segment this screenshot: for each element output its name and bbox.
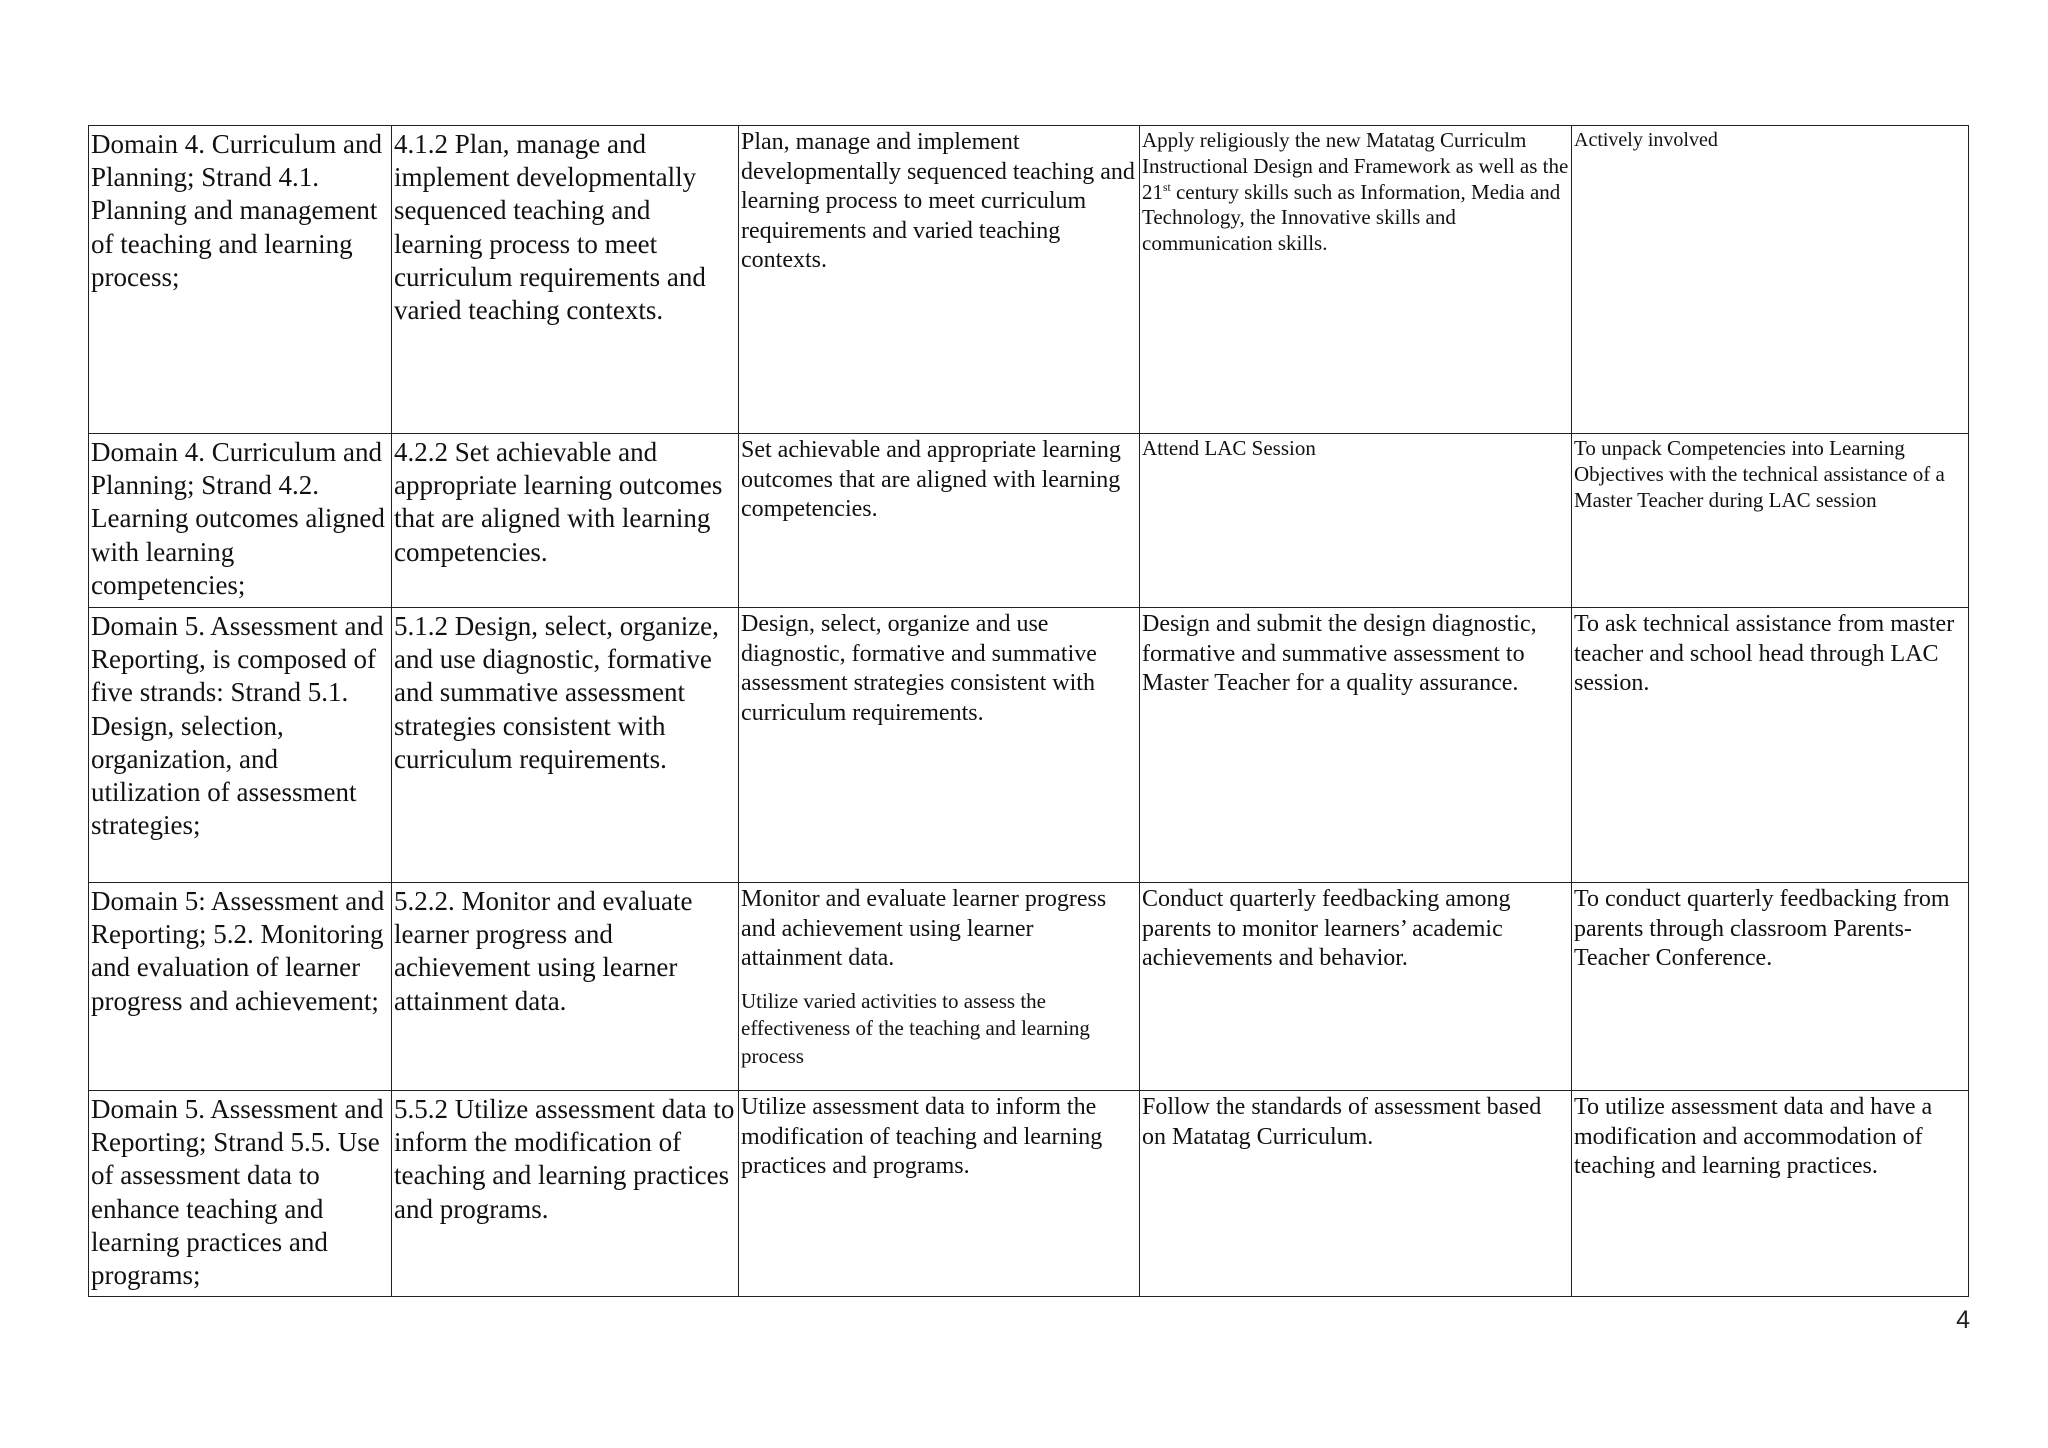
activity-cell: Design and submit the design diagnostic, formative and summative assessment to Master Teacher for a quality assurance.: [1140, 608, 1572, 883]
objective-cell: [739, 883, 1140, 1091]
table-row: [89, 1091, 1969, 1297]
activity-cell: Follow the standards of assessment based on Matatag Curriculum.: [1140, 1091, 1572, 1297]
support-cell: To utilize assessment data and have a modification and accommodation of teaching and learning practices.: [1572, 1091, 1969, 1297]
page-number: 4: [1956, 1306, 1970, 1334]
indicator-cell: 5.5.2 Utilize assessment data to inform the modification of teaching and learning practices and programs.: [392, 1091, 739, 1297]
activity-cell: Attend LAC Session: [1140, 434, 1572, 608]
objective-cell: Design, select, organize and use diagnostic, formative and summative assessment strategies consistent with curriculum requirements.: [739, 608, 1140, 883]
table-row: [89, 608, 1969, 883]
indicator-cell: 5.1.2 Design, select, organize, and use diagnostic, formative and summative assessment strategies consistent with curriculum requirements.: [392, 608, 739, 883]
table-row: [89, 883, 1969, 1091]
domain-cell: Domain 4. Curriculum and Planning; Strand 4.2. Learning outcomes aligned with learning competencies;: [89, 434, 392, 608]
support-cell: To conduct quarterly feedbacking from parents through classroom Parents-Teacher Conference.: [1572, 883, 1969, 1091]
domain-cell: Domain 4. Curriculum and Planning; Strand 4.1. Planning and management of teaching and learning process;: [89, 126, 392, 434]
development-plan-table: [88, 125, 1969, 1297]
objective-cell: Plan, manage and implement developmentally sequenced teaching and learning process to meet curriculum requirements and varied teaching contexts.: [739, 126, 1140, 434]
domain-cell: Domain 5. Assessment and Reporting; Strand 5.5. Use of assessment data to enhance teaching and learning practices and programs;: [89, 1091, 392, 1297]
indicator-cell: 4.2.2 Set achievable and appropriate learning outcomes that are aligned with learning competencies.: [392, 434, 739, 608]
support-cell: Actively involved: [1572, 126, 1969, 434]
support-cell: To unpack Competencies into Learning Objectives with the technical assistance of a Master Teacher during LAC session: [1572, 434, 1969, 608]
objective-text: Monitor and evaluate learner progress and achievement using learner attainment data.: [741, 886, 1107, 972]
indicator-cell: 5.2.2. Monitor and evaluate learner progress and achievement using learner attainment data.: [392, 883, 739, 1091]
support-cell: To ask technical assistance from master teacher and school head through LAC session.: [1572, 608, 1969, 883]
activity-cell: [1140, 126, 1572, 434]
objective-extra-text: Utilize varied activities to assess the effectiveness of the teaching and learning process: [741, 988, 1090, 1068]
indicator-cell: 4.1.2 Plan, manage and implement developmentally sequenced teaching and learning process to meet curriculum requirements and varied teaching contexts.: [392, 126, 739, 434]
ordinal-suffix: st: [1163, 181, 1171, 194]
table-row: [89, 434, 1969, 608]
domain-cell: Domain 5: Assessment and Reporting; 5.2. Monitoring and evaluation of learner progress and achievement;: [89, 883, 392, 1091]
activity-text: Apply religiously the new Matatag Curriculm Instructional Design and Framework as well as the 21: [1142, 128, 1569, 204]
objective-cell: Utilize assessment data to inform the modification of teaching and learning practices and programs.: [739, 1091, 1140, 1297]
domain-cell: Domain 5. Assessment and Reporting, is composed of five strands: Strand 5.1. Design, selection, organization, and utilization of assessment strategies;: [89, 608, 392, 883]
table-row: [89, 126, 1969, 434]
activity-cell: Conduct quarterly feedbacking among parents to monitor learners’ academic achievements and behavior.: [1140, 883, 1572, 1091]
activity-text-cont: century skills such as Information, Media and Technology, the Innovative skills and communication skills.: [1142, 179, 1561, 256]
objective-cell: Set achievable and appropriate learning outcomes that are aligned with learning competencies.: [739, 434, 1140, 608]
